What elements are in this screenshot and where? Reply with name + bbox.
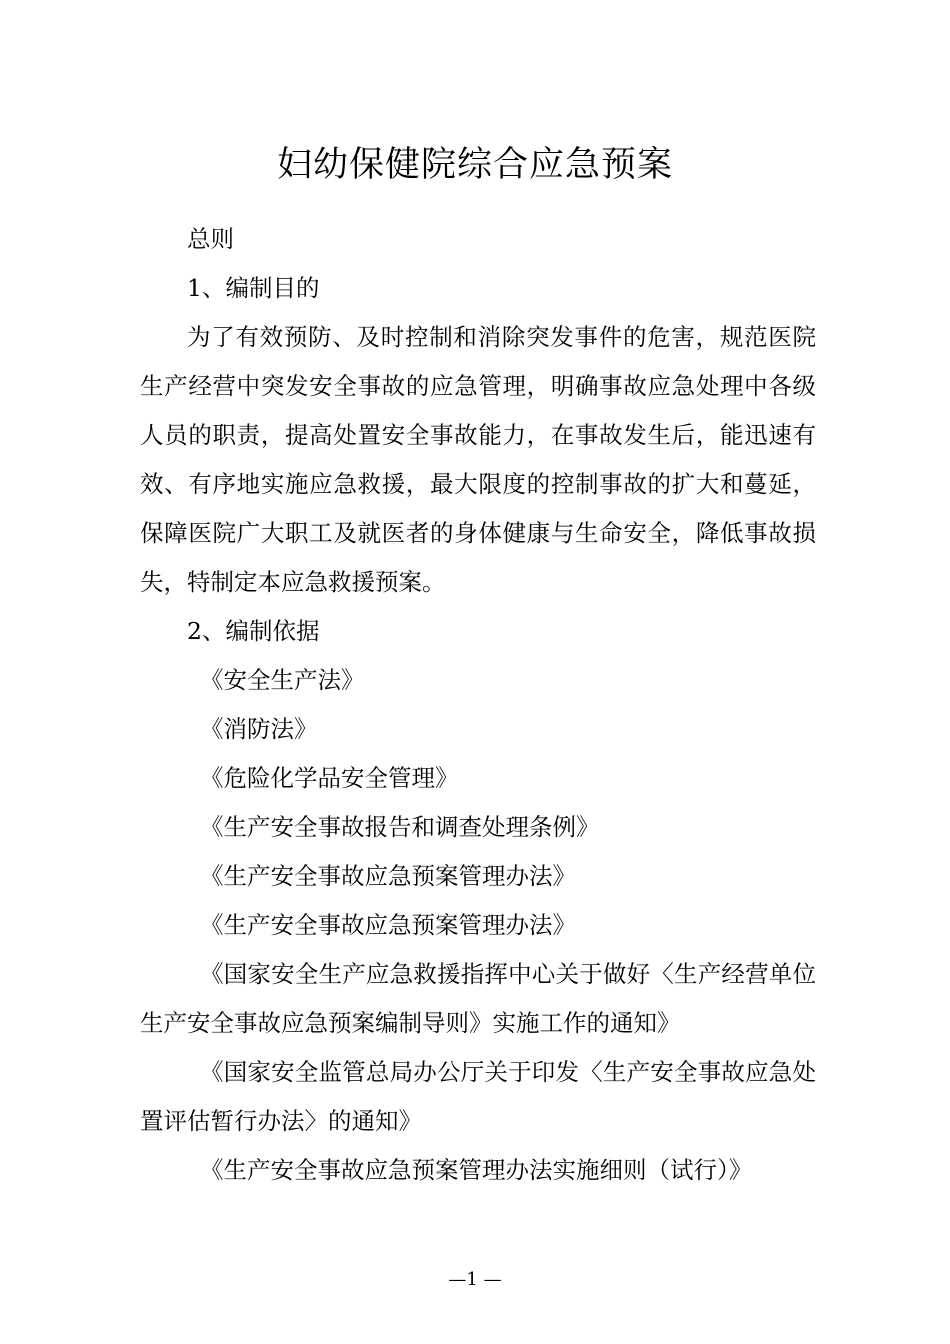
reference-item: 《生产安全事故应急预案管理办法实施细则（试行）》: [200, 1156, 753, 1184]
reference-item: 《国家安全监管总局办公厅关于印发〈生产安全事故应急处置评估暂行办法〉的通知》: [140, 1058, 816, 1135]
document-title: 妇幼保健院综合应急预案: [276, 145, 673, 185]
reference-item: 《生产安全事故应急预案管理办法》: [200, 911, 576, 939]
reference-item: 《危险化学品安全管理》: [200, 764, 459, 792]
section-2-heading: 2、编制依据: [187, 617, 320, 645]
section-1-paragraph: 为了有效预防、及时控制和消除突发事件的危害，规范医院生产经营中突发安全事故的应急管理，明确事故应急处理中各级人员的职责，提高处置安全事故能力，在事故发生后，能迅速有效、有序地实施应急救援，最大限度的控制事故的扩大和蔓延，保障医院广大职工及就医者的身体健康与生命安全，降低事故损失，特制定本应急救援预案。: [140, 323, 816, 596]
page-number: —1 —: [448, 1269, 502, 1290]
reference-item: 《安全生产法》: [200, 666, 365, 694]
reference-item: 《生产安全事故报告和调查处理条例》: [200, 813, 600, 841]
reference-item: 《国家安全生产应急救援指挥中心关于做好〈生产经营单位生产安全事故应急预案编制导则》实施工作的通知》: [140, 960, 816, 1037]
section-general-heading: 总则: [187, 225, 234, 253]
document-body: [140, 215, 816, 1195]
reference-item: 《生产安全事故应急预案管理办法》: [200, 862, 576, 890]
reference-item: 《消防法》: [200, 715, 318, 743]
section-1-heading: 1、编制目的: [187, 274, 320, 302]
